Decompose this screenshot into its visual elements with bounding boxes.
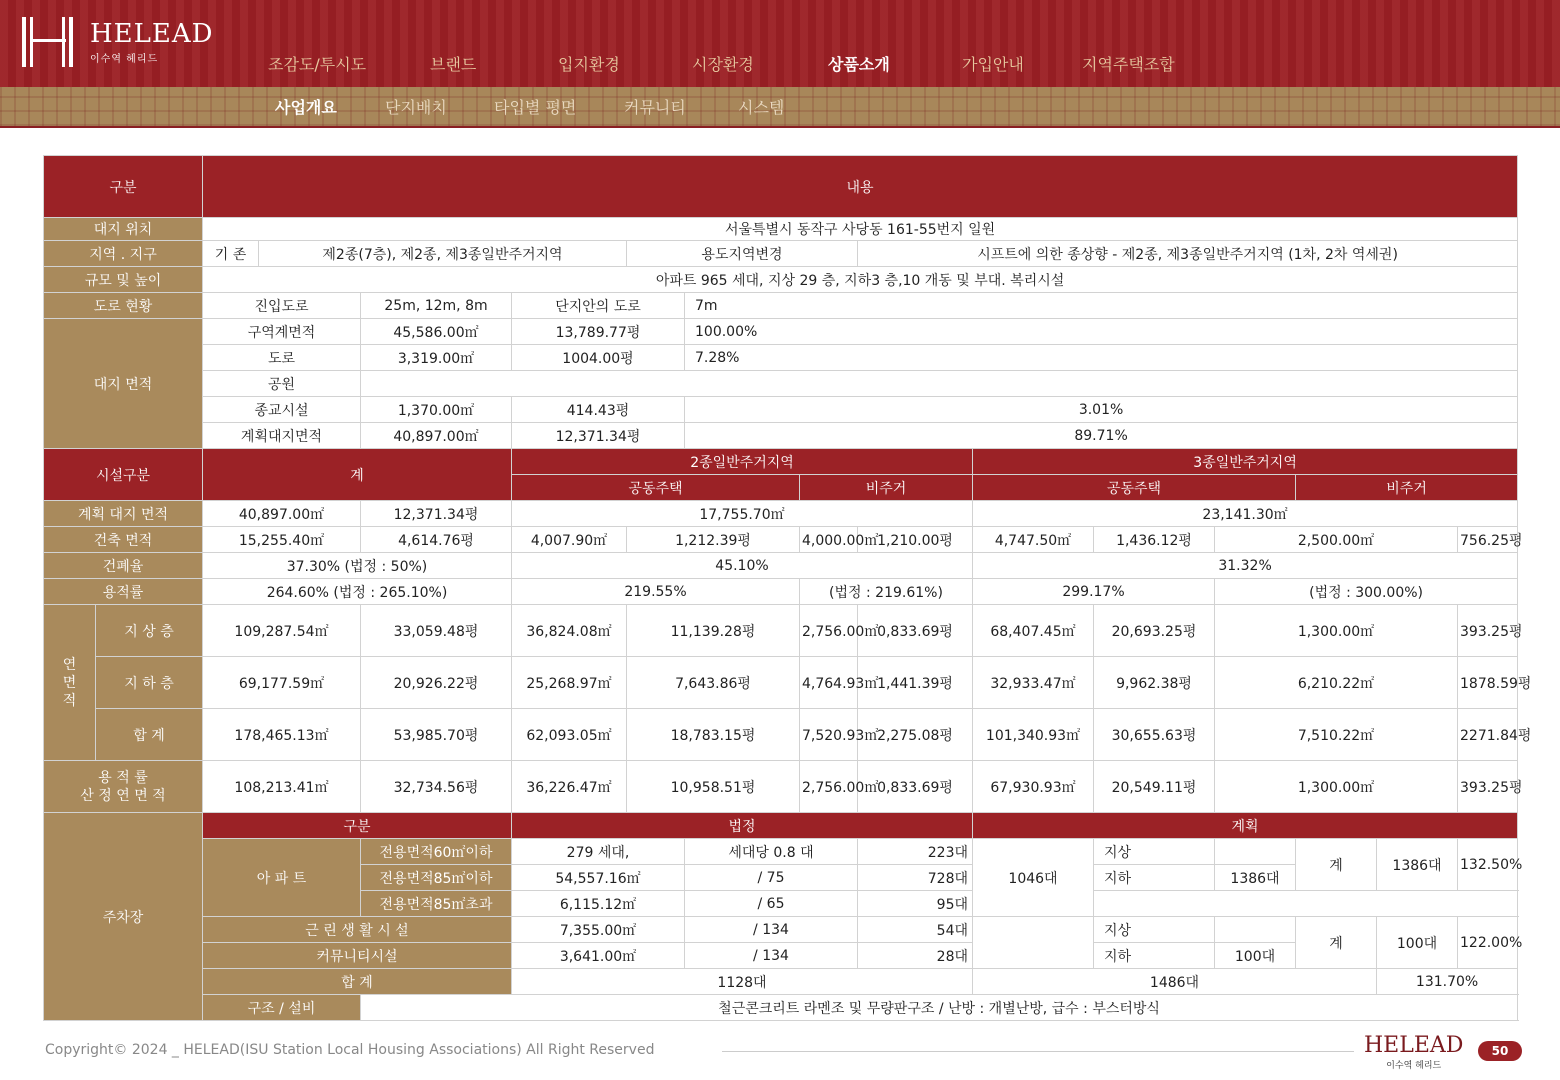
parking-near-name: 근 린 생 활 시 설: [203, 917, 512, 943]
row-label-parking: 주차장: [44, 813, 203, 1021]
parking-hdr-legal: 법정: [512, 813, 973, 839]
parking-etc-under: 지하: [1094, 943, 1215, 969]
parking-apt-pct: 132.50%: [1458, 839, 1518, 891]
parking-apt-c: 95대: [858, 891, 973, 917]
gfa-cell: 4,764.93㎡: [800, 657, 858, 709]
footer-copyright: Copyright© 2024 _ HELEAD(ISU Station Local Housing Associations) All Right Reserved: [45, 1042, 655, 1058]
gfa-cell: 11,139.28평: [627, 605, 800, 657]
gfa-cell: 18,783.15평: [627, 709, 800, 761]
header-content: 내용: [203, 156, 1518, 218]
gfa-cell: 68,407.45㎡: [973, 605, 1094, 657]
plan-area-py: 12,371.34평: [361, 501, 512, 527]
gfa-cell: 7,520.93㎡: [800, 709, 858, 761]
fac-z3-res: 공동주택: [973, 475, 1296, 501]
plan-area-z3: 23,141.30㎡: [973, 501, 1518, 527]
row-label-bldg-area: 건축 면적: [44, 527, 203, 553]
subnav-system[interactable]: 시스템: [738, 98, 785, 117]
site-row-py: 414.43평: [512, 397, 685, 423]
far-gfa-cell: 32,734.56평: [361, 761, 512, 813]
site-row-m2: 45,586.00㎡: [361, 319, 512, 345]
bcr-z2: 45.10%: [512, 553, 973, 579]
parking-apt-blank: [1094, 891, 1518, 917]
row-label-plan-area: 계획 대지 면적: [44, 501, 203, 527]
parking-total-legal: 1128대: [512, 969, 973, 995]
zone-existing-value: 제2종(7층), 제2종, 제3종일반주거지역: [259, 241, 627, 267]
row-label-scale: 규모 및 높이: [44, 267, 203, 293]
parking-apt-ground: 지상: [1094, 839, 1215, 865]
gfa-cell: 32,933.47㎡: [973, 657, 1094, 709]
gfa-row-name: 지 상 층: [96, 605, 203, 657]
subnav-community[interactable]: 커뮤니티: [624, 98, 686, 117]
gfa-cell: 6,210.22㎡: [1215, 657, 1458, 709]
far-gfa-cell: 108,213.41㎡: [203, 761, 361, 813]
gfa-cell: 33,059.48평: [361, 605, 512, 657]
footer-divider: [722, 1051, 1354, 1052]
bldg-cell: 15,255.40㎡: [203, 527, 361, 553]
gfa-cell: 69,177.59㎡: [203, 657, 361, 709]
parking-apt-c: 223대: [858, 839, 973, 865]
gfa-cell: 101,340.93㎡: [973, 709, 1094, 761]
gfa-cell: 2271.84평: [1458, 709, 1518, 761]
gfa-cell: 1,300.00㎡: [1215, 605, 1458, 657]
site-row-pct: 3.01%: [685, 397, 1518, 423]
row-label-gfa: 연 면 적: [44, 605, 96, 761]
parking-etc-pct: 122.00%: [1458, 917, 1518, 969]
parking-apt-row-name: 전용면적85㎡이하: [361, 865, 512, 891]
far-gfa-cell: 10,958.51평: [627, 761, 800, 813]
parking-apt-b: 세대당 0.8 대: [685, 839, 858, 865]
header-category: 구분: [44, 156, 203, 218]
parking-apt-row-name: 전용면적60㎡이하: [361, 839, 512, 865]
far-gfa-label-2: 산 정 연 면 적: [80, 787, 166, 804]
zone-change: 용도지역변경: [627, 241, 858, 267]
bcr-total: 37.30% (법정 : 50%): [203, 553, 512, 579]
parking-hdr-category: 구분: [203, 813, 512, 839]
parking-apt-b: / 75: [685, 865, 858, 891]
parking-apt-a: 6,115.12㎡: [512, 891, 685, 917]
site-row-name: 공원: [203, 371, 361, 397]
gfa-cell: 1,441.39평: [858, 657, 973, 709]
site-row-py: 13,789.77평: [512, 319, 685, 345]
gfa-cell: 1878.59평: [1458, 657, 1518, 709]
nav-item-birdseye[interactable]: 조감도/투시도: [268, 55, 367, 74]
gfa-cell: 7,510.22㎡: [1215, 709, 1458, 761]
footer-logo-text: HELEAD: [1364, 1033, 1464, 1058]
parking-etc-ground: 지상: [1094, 917, 1215, 943]
fac-zone3: 3종일반주거지역: [973, 449, 1518, 475]
far-gfa-cell: 67,930.93㎡: [973, 761, 1094, 813]
parking-comm-name: 커뮤니티시설: [203, 943, 512, 969]
road-inner-label: 단지안의 도로: [512, 293, 685, 319]
bldg-cell: 2,500.00㎡: [1215, 527, 1458, 553]
road-entry-label: 진입도로: [203, 293, 361, 319]
parking-comm-c: 28대: [858, 943, 973, 969]
parking-etc-blank: [973, 917, 1094, 969]
far-gfa-cell: 393.25평: [1458, 761, 1518, 813]
parking-near-c: 54대: [858, 917, 973, 943]
structure-value: 철근콘크리트 라멘조 및 무량판구조 / 난방 : 개별난방, 급수 : 부스터방식: [361, 995, 1518, 1021]
parking-comm-b: / 134: [685, 943, 858, 969]
parking-apt-row-name: 전용면적85㎡초과: [361, 891, 512, 917]
fac-z3-nonres: 비주거: [1296, 475, 1518, 501]
bldg-cell: 4,000.00㎡: [800, 527, 858, 553]
bldg-cell: 1,210.00평: [858, 527, 973, 553]
site-row-m2: 40,897.00㎡: [361, 423, 512, 449]
parking-apt-sum: 계: [1296, 839, 1377, 891]
scale-value: 아파트 965 세대, 지상 29 층, 지하3 층,10 개동 및 부대. 복리시설: [203, 267, 1518, 293]
project-overview-table: [43, 155, 1532, 1021]
far-total: 264.60% (법정 : 265.10%): [203, 579, 512, 605]
fac-z2-res: 공동주택: [512, 475, 800, 501]
row-label-bcr: 건폐율: [44, 553, 203, 579]
parking-total-pct: 131.70%: [1377, 969, 1518, 995]
parking-near-b: / 134: [685, 917, 858, 943]
row-label-site-area: 대지 면적: [44, 319, 203, 449]
fac-zone2: 2종일반주거지역: [512, 449, 973, 475]
parking-hdr-plan: 계획: [973, 813, 1518, 839]
parking-apt-label: 아 파 트: [203, 839, 361, 917]
row-label-far-gfa: [44, 761, 203, 813]
far-z2b: (법정 : 219.61%): [800, 579, 973, 605]
row-label-far: 용적률: [44, 579, 203, 605]
road-inner-value: 7m: [685, 293, 1518, 319]
row-label-zone: 지역 . 지구: [44, 241, 203, 267]
site-row-name: 도로: [203, 345, 361, 371]
fac-z2-nonres: 비주거: [800, 475, 973, 501]
parking-apt-a: 279 세대,: [512, 839, 685, 865]
gfa-cell: 36,824.08㎡: [512, 605, 627, 657]
gfa-cell: 2,275.08평: [858, 709, 973, 761]
far-gfa-cell: 20,549.11평: [1094, 761, 1215, 813]
far-gfa-cell: 36,226.47㎡: [512, 761, 627, 813]
parking-etc-sum: 계: [1296, 917, 1377, 969]
parking-apt-under-v: 1386대: [1215, 865, 1296, 891]
gfa-cell: 20,926.22평: [361, 657, 512, 709]
parking-apt-ground-v: [1215, 839, 1296, 865]
parking-comm-a: 3,641.00㎡: [512, 943, 685, 969]
site-row-empty: [361, 371, 1518, 397]
parking-near-a: 7,355.00㎡: [512, 917, 685, 943]
zone-existing: 기 존: [203, 241, 259, 267]
site-row-py: 1004.00평: [512, 345, 685, 371]
gfa-cell: 393.25평: [1458, 605, 1518, 657]
logo-mark-icon: [22, 15, 82, 69]
nav-item-market[interactable]: 시장환경: [692, 55, 754, 74]
gfa-row-name: 합 계: [96, 709, 203, 761]
road-entry-value: 25m, 12m, 8m: [361, 293, 512, 319]
row-label-location: 대지 위치: [44, 218, 203, 241]
gfa-cell: 62,093.05㎡: [512, 709, 627, 761]
row-label-structure: 구조 / 설비: [203, 995, 361, 1021]
bcr-z3: 31.32%: [973, 553, 1518, 579]
site-row-name: 구역계면적: [203, 319, 361, 345]
page-number-badge: 50: [1478, 1041, 1522, 1061]
gfa-cell: 178,465.13㎡: [203, 709, 361, 761]
brand-logo[interactable]: [22, 14, 214, 70]
bldg-cell: 4,747.50㎡: [973, 527, 1094, 553]
top-navigation-bar: [0, 0, 1560, 87]
site-row-name: 종교시설: [203, 397, 361, 423]
parking-apt-a: 54,557.16㎡: [512, 865, 685, 891]
far-z3a: 299.17%: [973, 579, 1215, 605]
site-row-pct: 100.00%: [685, 319, 1518, 345]
subnav-overview[interactable]: 사업개요: [275, 98, 337, 117]
fac-total: 계: [203, 449, 512, 501]
gfa-cell: 7,643.86평: [627, 657, 800, 709]
fac-label: 시설구분: [44, 449, 203, 501]
nav-item-brand[interactable]: 브랜드: [430, 55, 477, 74]
gfa-cell: 25,268.97㎡: [512, 657, 627, 709]
far-gfa-cell: 2,756.00㎡: [800, 761, 858, 813]
subnav-floorplan[interactable]: 타입별 평면: [494, 98, 577, 117]
parking-apt-under: 지하: [1094, 865, 1215, 891]
far-gfa-cell: 0,833.69평: [858, 761, 973, 813]
footer-logo-sub: 이수역 헤리드: [1386, 1061, 1442, 1071]
parking-etc-under-v: 100대: [1215, 943, 1296, 969]
site-row-pct: 89.71%: [685, 423, 1518, 449]
brand-name: HELEAD: [90, 18, 214, 49]
bldg-cell: 756.25평: [1458, 527, 1518, 553]
gfa-cell: 30,655.63평: [1094, 709, 1215, 761]
nav-item-product[interactable]: 상품소개: [828, 55, 890, 74]
bldg-cell: 1,212.39평: [627, 527, 800, 553]
parking-total-name: 합 계: [203, 969, 512, 995]
row-label-road: 도로 현황: [44, 293, 203, 319]
parking-apt-b: / 65: [685, 891, 858, 917]
far-z2a: 219.55%: [512, 579, 800, 605]
parking-apt-total: 1046대: [973, 839, 1094, 917]
site-row-name: 계획대지면적: [203, 423, 361, 449]
parking-apt-c: 728대: [858, 865, 973, 891]
footer-logo: [1364, 1034, 1463, 1071]
parking-etc-ground-v: [1215, 917, 1296, 943]
brand-sub: 이수역 헤리드: [90, 53, 159, 65]
zone-change-value: 시프트에 의한 종상향 - 제2종, 제3종일반주거지역 (1차, 2차 역세권): [858, 241, 1518, 267]
gfa-cell: 53,985.70평: [361, 709, 512, 761]
gfa-cell: 9,962.38평: [1094, 657, 1215, 709]
site-row-pct: 7.28%: [685, 345, 1518, 371]
far-gfa-label-1: 용 적 률: [98, 769, 148, 786]
parking-apt-sum-v: 1386대: [1377, 839, 1458, 891]
parking-etc-sum-v: 100대: [1377, 917, 1458, 969]
nav-item-join[interactable]: 가입안내: [962, 55, 1024, 74]
bldg-cell: 4,614.76평: [361, 527, 512, 553]
subnav-layout[interactable]: 단지배치: [385, 98, 447, 117]
gfa-row-name: 지 하 층: [96, 657, 203, 709]
gfa-cell: 109,287.54㎡: [203, 605, 361, 657]
plan-area-z2: 17,755.70㎡: [512, 501, 973, 527]
site-row-m2: 1,370.00㎡: [361, 397, 512, 423]
bldg-cell: 4,007.90㎡: [512, 527, 627, 553]
site-row-m2: 3,319.00㎡: [361, 345, 512, 371]
plan-area-m2: 40,897.00㎡: [203, 501, 361, 527]
nav-item-association[interactable]: 지역주택조합: [1082, 55, 1175, 74]
parking-total-plan: 1486대: [973, 969, 1377, 995]
location-value: 서울특별시 동작구 사당동 161-55번지 일원: [203, 218, 1518, 241]
nav-item-location[interactable]: 입지환경: [558, 55, 620, 74]
far-gfa-cell: 1,300.00㎡: [1215, 761, 1458, 813]
far-z3b: (법정 : 300.00%): [1215, 579, 1518, 605]
gfa-cell: 0,833.69평: [858, 605, 973, 657]
gfa-cell: 20,693.25평: [1094, 605, 1215, 657]
gfa-cell: 2,756.00㎡: [800, 605, 858, 657]
bldg-cell: 1,436.12평: [1094, 527, 1215, 553]
site-row-py: 12,371.34평: [512, 423, 685, 449]
